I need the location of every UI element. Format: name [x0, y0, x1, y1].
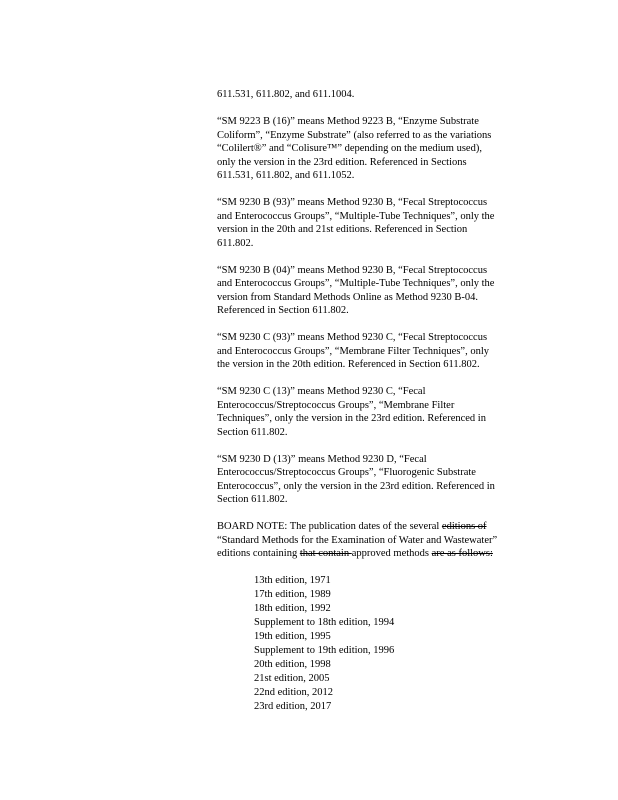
edition-item: Supplement to 19th edition, 1996: [254, 645, 395, 656]
edition-item: 13th edition, 1971: [254, 575, 331, 586]
board-note-text-3: approved methods: [351, 548, 432, 559]
edition-item: 23rd edition, 2017: [254, 701, 332, 712]
board-note: [217, 520, 547, 561]
board-note-struck-3: are as follows:: [431, 548, 493, 559]
edition-item: 21st edition, 2005: [254, 673, 330, 684]
board-note-text-2: “Standard Methods for the Examination of Water and Wastewater” editions containing: [217, 534, 498, 559]
definition-sm-9230-b-93: “SM 9230 B (93)” means Method 9230 B, “Fecal Streptococcus and Enterococcus Groups”, “Multiple-Tube Techniques”, only the version in the 20th and 21st editions. Referenced in Section 611.802.: [217, 197, 495, 249]
edition-item: 19th edition, 1995: [254, 631, 331, 642]
edition-list: [217, 574, 547, 714]
board-note-struck-1: editions of: [441, 521, 487, 532]
definition-sm-9230-c-13: “SM 9230 C (13)” means Method 9230 C, “Fecal Enterococcus/Streptococcus Groups”, “Membrane Filter Techniques”, only the version in the 23rd edition. Referenced in Section 611.802.: [217, 386, 486, 438]
definition-sm-9230-d-13: “SM 9230 D (13)” means Method 9230 D, “Fecal Enterococcus/Streptococcus Groups”, “Fluorogenic Substrate Enterococcus”, only the version in the 23rd edition. Referenced in Section 611.802.: [217, 453, 495, 505]
board-note-struck-2: that contain: [299, 548, 352, 559]
board-note-text-1: BOARD NOTE: The publication dates of the several: [217, 521, 442, 532]
edition-item: Supplement to 18th edition, 1994: [254, 617, 395, 628]
definition-sm-9223-b-16: “SM 9223 B (16)” means Method 9223 B, “Enzyme Substrate Coliform”, “Enzyme Substrate” (also referred to as the variations “Colilert®” and “Colisure™” depending on the medium used), only the version in the 23rd edition. Referenced in Sections 611.531, 611.802, and 611.1052.: [217, 116, 492, 181]
definition-sm-9230-c-93: “SM 9230 C (93)” means Method 9230 C, “Fecal Streptococcus and Enterococcus Groups”, “Membrane Filter Techniques”, only the version in the 20th edition. Referenced in Section 611.802.: [217, 332, 489, 370]
edition-item: 22nd edition, 2012: [254, 687, 334, 698]
continuation-line: 611.531, 611.802, and 611.1004.: [217, 89, 355, 100]
document-body: [217, 88, 547, 714]
definition-sm-9230-b-04: “SM 9230 B (04)” means Method 9230 B, “Fecal Streptococcus and Enterococcus Groups”, “Multiple-Tube Techniques”, only the version from Standard Methods Online as Method 9230 B-04. Referenced in Section 611.802.: [217, 264, 495, 316]
edition-item: 17th edition, 1989: [254, 589, 331, 600]
edition-item: 18th edition, 1992: [254, 603, 331, 614]
edition-item: 20th edition, 1998: [254, 659, 331, 670]
